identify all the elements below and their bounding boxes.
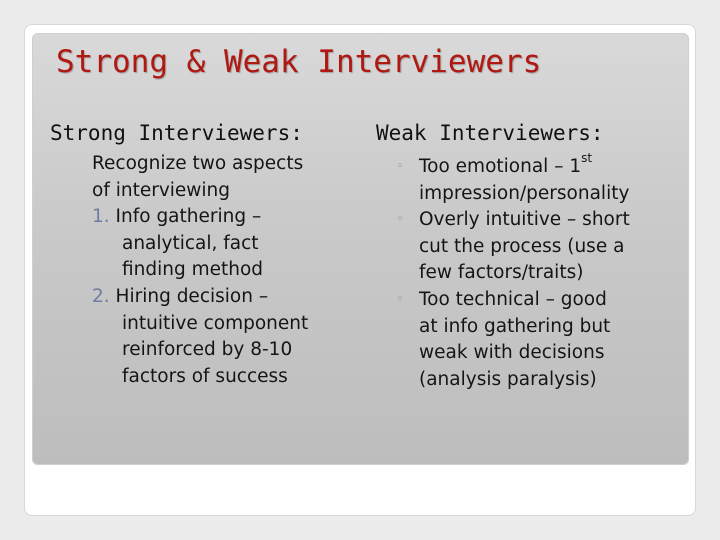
strong-heading: Strong Interviewers:: [50, 121, 303, 145]
bullet-icon: ◦: [396, 159, 404, 174]
item-text: (analysis paralysis): [419, 368, 597, 390]
item-text: Overly intuitive – short: [419, 209, 630, 231]
item-text: few factors/traits): [419, 262, 584, 284]
item-text: Info gathering –: [115, 206, 262, 228]
numbered-item: [92, 284, 308, 390]
bullet-icon: ◦: [396, 291, 404, 307]
slide-title: Strong & Weak Interviewers: [56, 44, 542, 80]
item-text: Too emotional – 1: [419, 156, 582, 177]
item-text: impression/personality: [419, 182, 630, 204]
strong-list: [92, 151, 308, 390]
weak-heading: Weak Interviewers:: [376, 121, 604, 145]
item-text: Hiring decision –: [115, 285, 269, 307]
bullet-icon: ◦: [396, 212, 404, 228]
item-text: at info gathering but: [419, 315, 611, 337]
item-text: factors of success: [122, 365, 288, 387]
weak-list: [396, 150, 630, 393]
bullet-item: [396, 207, 630, 287]
bullet-item: [396, 150, 630, 207]
bullet-item: [396, 287, 630, 393]
item-text: reinforced by 8-10: [122, 339, 293, 361]
item-text: finding method: [122, 259, 264, 281]
superscript: st: [581, 150, 593, 165]
item-number: 1.: [92, 206, 110, 228]
item-text: weak with decisions: [419, 342, 605, 364]
item-text: cut the process (use a: [419, 235, 625, 257]
item-text: Too technical – good: [419, 288, 607, 310]
intro-line: of interviewing: [92, 179, 231, 201]
item-text: intuitive component: [122, 312, 309, 334]
numbered-item: [92, 204, 308, 284]
item-text: analytical, fact: [122, 232, 259, 254]
item-number: 2.: [92, 285, 110, 307]
intro-line: Recognize two aspects: [92, 153, 304, 174]
